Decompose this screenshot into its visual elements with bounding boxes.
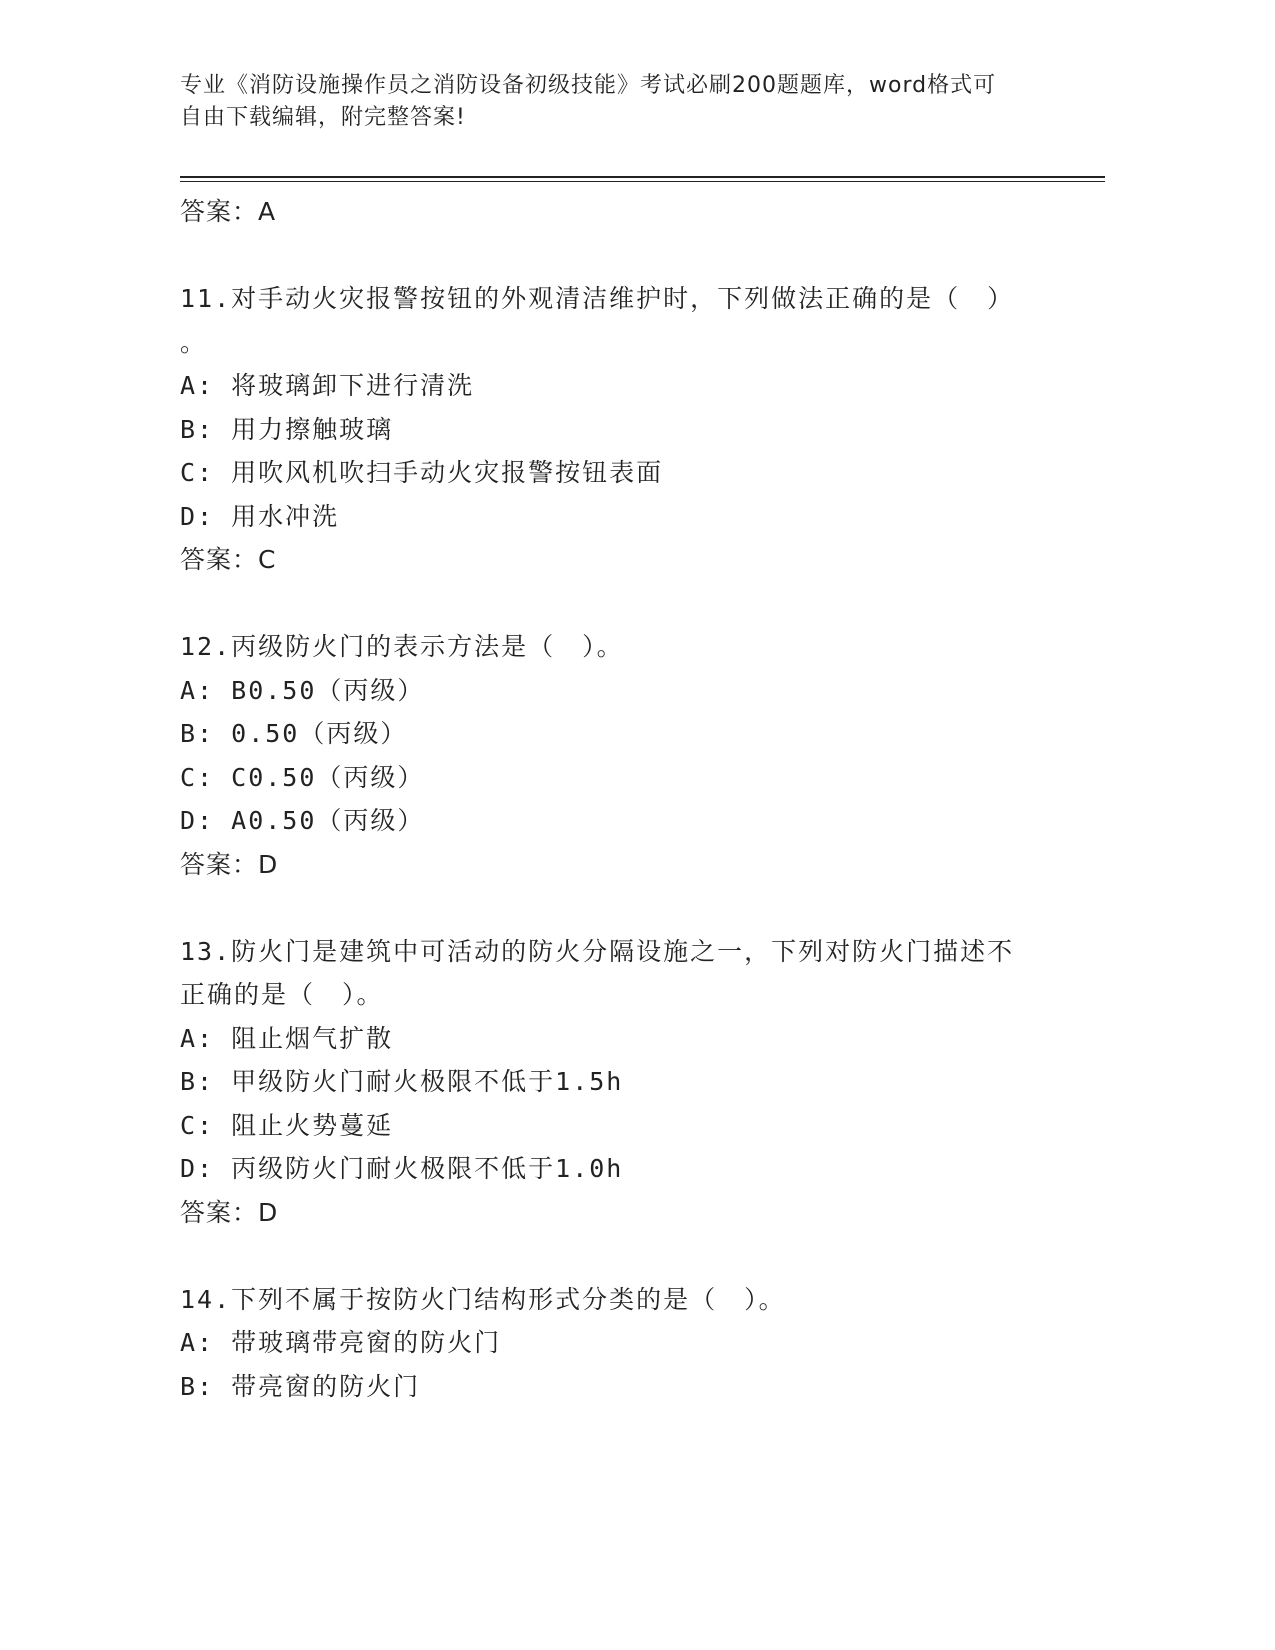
header-line-2: 自由下载编辑，附完整答案!: [180, 105, 466, 130]
question-12: [180, 625, 1060, 886]
option-b: B: 带亮窗的防火门: [180, 1371, 421, 1401]
question-stem: 11.对手动火灾报警按钮的外观清洁维护时，下列做法正确的是（ ）: [180, 284, 1015, 313]
option-a: A: 带玻璃带亮窗的防火门: [180, 1328, 502, 1357]
option-d: D: 用水冲洗: [180, 501, 340, 531]
answer: 答案：D: [180, 849, 279, 879]
answer: 答案：C: [180, 545, 277, 574]
option-a: A: 将玻璃卸下进行清洗: [180, 371, 475, 400]
option-c: C: 阻止火势蔓延: [180, 1110, 394, 1140]
option-d: D: A0.50（丙级）: [180, 806, 425, 835]
question-stem: 12.丙级防火门的表示方法是（ ）。: [180, 632, 624, 661]
previous-answer: 答案：A: [180, 197, 277, 226]
question-content: [180, 190, 1060, 1408]
question-11: [180, 277, 1060, 582]
spacer: [180, 1234, 1060, 1278]
header-rule-thin: [180, 181, 1105, 182]
question-stem: 13.防火门是建筑中可活动的防火分隔设施之一，下列对防火门描述不: [180, 936, 1015, 966]
spacer: [180, 886, 1060, 930]
question-13: [180, 930, 1060, 1235]
option-a: A: B0.50（丙级）: [180, 675, 425, 705]
option-c: C: C0.50（丙级）: [180, 762, 425, 792]
question-stem: 14.下列不属于按防火门结构形式分类的是（ ）。: [180, 1284, 786, 1314]
option-c: C: 用吹风机吹扫手动火灾报警按钮表面: [180, 458, 664, 487]
answer: 答案：D: [180, 1197, 279, 1227]
header-line-1: 专业《消防设施操作员之消防设备初级技能》考试必刷200题题库，word格式可: [180, 73, 997, 98]
question-stem-continued: 。: [180, 327, 208, 357]
document-header: [180, 70, 1080, 134]
option-b: B: 甲级防火门耐火极限不低于1.5h: [180, 1067, 624, 1096]
option-d: D: 丙级防火门耐火极限不低于1.0h: [180, 1154, 624, 1183]
question-stem-continued: 正确的是（ ）。: [180, 980, 384, 1009]
option-a: A: 阻止烟气扩散: [180, 1023, 394, 1053]
option-b: B: 用力擦触玻璃: [180, 414, 394, 444]
header-rule-thick: [180, 176, 1105, 178]
question-14: [180, 1278, 1060, 1409]
spacer: [180, 582, 1060, 626]
option-b: B: 0.50（丙级）: [180, 719, 408, 748]
spacer: [180, 234, 1060, 278]
